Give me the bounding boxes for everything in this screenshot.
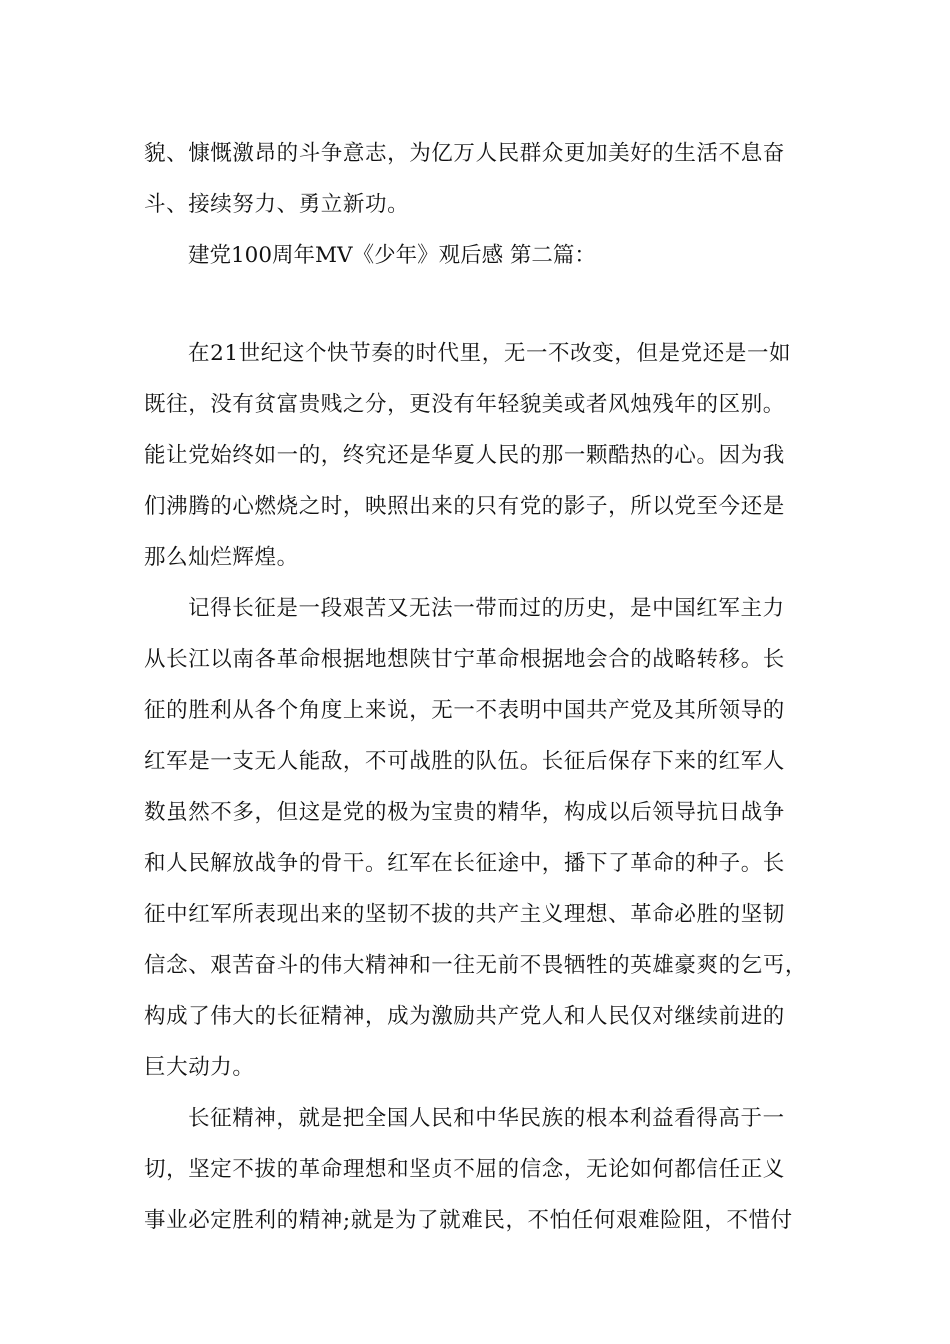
- text-line: 们沸腾的心燃烧之时，映照出来的只有党的影子，所以党至今还是: [144, 494, 785, 519]
- text-line: 斗、接续努力、勇立新功。: [144, 192, 410, 217]
- text-line: 构成了伟大的长征精神，成为激励共产党人和人民仅对继续前进的: [144, 1004, 785, 1029]
- paragraph-3: [144, 1093, 816, 1246]
- text-line: 切，坚定不拔的革命理想和坚贞不屈的信念，无论如何都信任正义: [144, 1157, 785, 1182]
- text-line: 能让党始终如一的，终究还是华夏人民的那一颗酷热的心。因为我: [144, 443, 785, 468]
- paragraph-2: [144, 583, 816, 1093]
- text-line: 红军是一支无人能敌，不可战胜的队伍。长征后保存下来的红军人: [144, 749, 785, 774]
- text-line: 记得长征是一段艰苦又无法一带而过的历史，是中国红军主力: [188, 596, 785, 621]
- text-line: 那么灿烂辉煌。: [144, 545, 299, 570]
- text-line: 征中红军所表现出来的坚韧不拔的共产主义理想、革命必胜的坚韧: [144, 902, 785, 927]
- continuation-paragraph: [144, 128, 816, 230]
- text-line: 从长江以南各革命根据地想陕甘宁革命根据地会合的战略转移。长: [144, 647, 785, 672]
- text-line: 数虽然不多，但这是党的极为宝贵的精华，构成以后领导抗日战争: [144, 800, 785, 825]
- text-line: 征的胜利从各个角度上来说，无一不表明中国共产党及其所领导的: [144, 698, 785, 723]
- section-heading-block: [144, 230, 816, 281]
- text-line: 在21世纪这个快节奏的时代里，无一不改变，但是党还是一如: [188, 341, 792, 366]
- text-line: 和人民解放战争的骨干。红军在长征途中，播下了革命的种子。长: [144, 851, 785, 876]
- text-line: 事业必定胜利的精神;就是为了就难民，不怕任何艰难险阻，不惜付: [144, 1208, 793, 1233]
- paragraph-1: [144, 328, 816, 583]
- text-line: 巨大动力。: [144, 1055, 255, 1080]
- text-line: 貌、慷慨激昂的斗争意志，为亿万人民群众更加美好的生活不息奋: [144, 141, 785, 166]
- section-heading: 建党100周年MV《少年》观后感 第二篇：: [188, 243, 596, 268]
- text-line: 长征精神，就是把全国人民和中华民族的根本利益看得高于一: [188, 1106, 785, 1131]
- text-line: 信念、艰苦奋斗的伟大精神和一往无前不畏牺牲的英雄豪爽的乞丐，: [144, 953, 808, 978]
- text-line: 既往，没有贫富贵贱之分，更没有年轻貌美或者风烛残年的区别。: [144, 392, 785, 417]
